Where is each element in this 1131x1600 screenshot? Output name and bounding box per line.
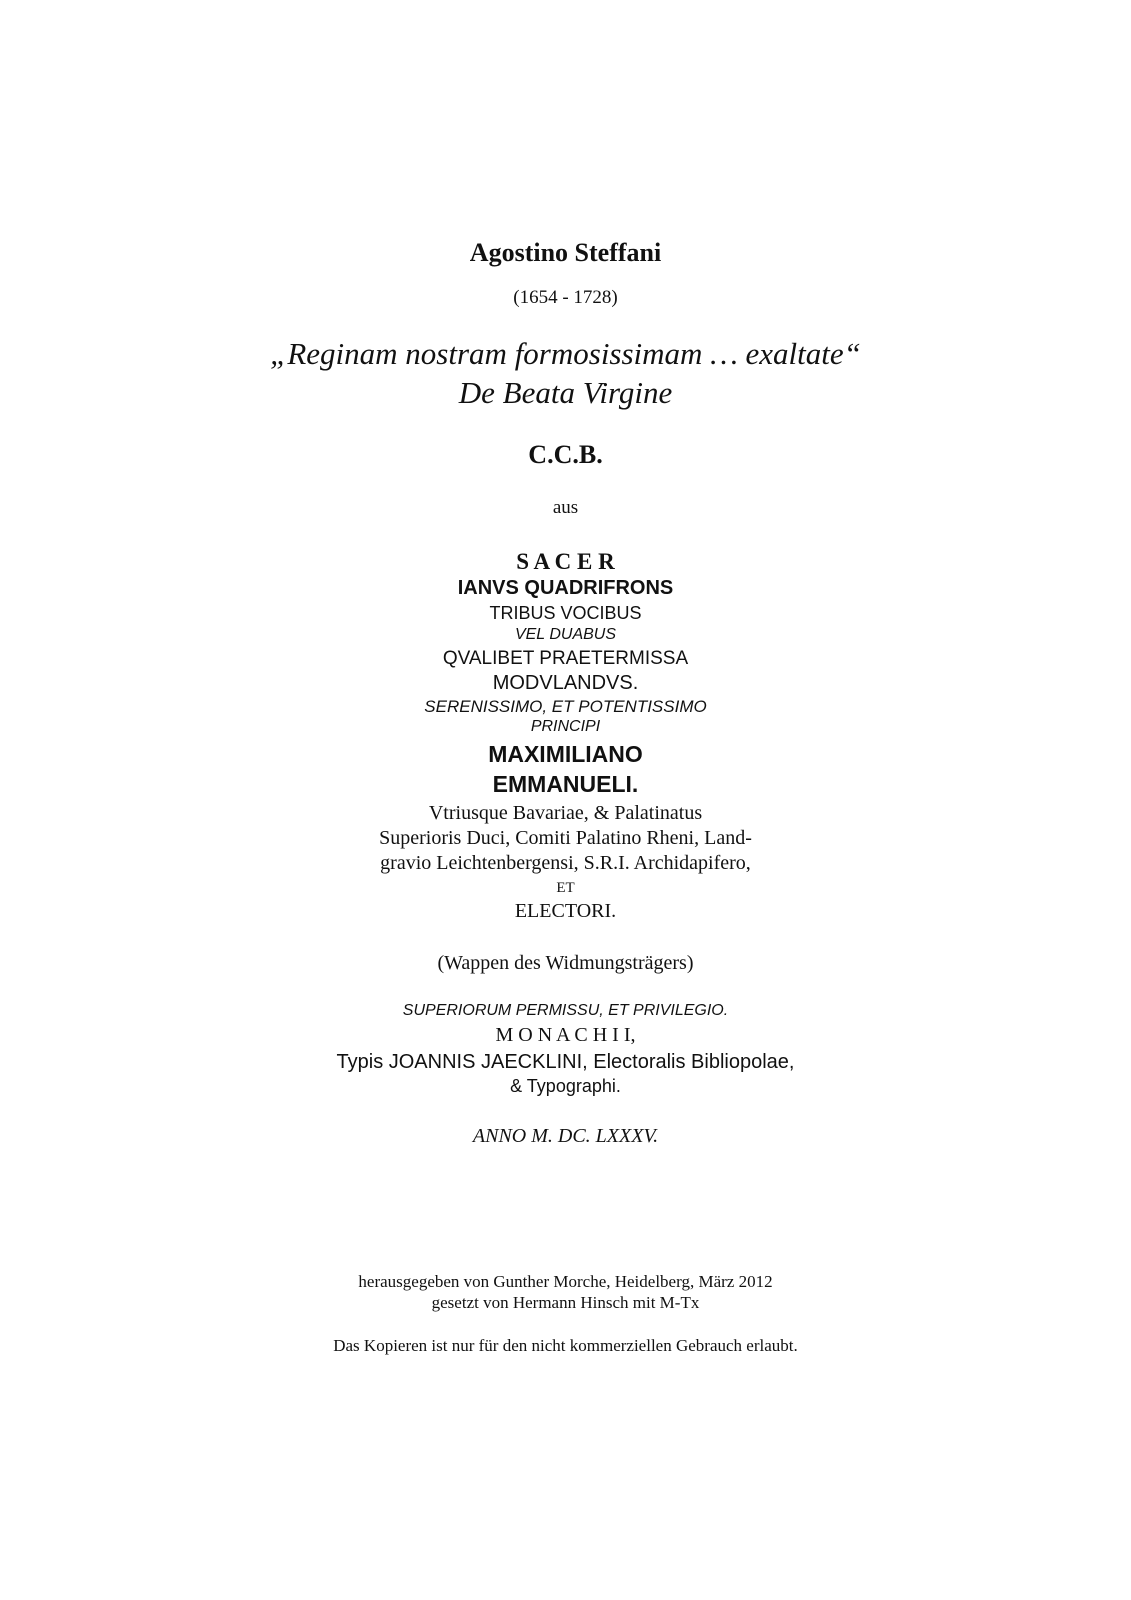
permission-line: SUPERIORUM PERMISSU, ET PRIVILEGIO.: [402, 1002, 729, 1019]
coat-of-arms-note: (Wappen des Widmungsträgers): [437, 952, 694, 974]
source-title-maximiliano: MAXIMILIANO: [488, 741, 643, 767]
source-title-superioris: Superioris Duci, Comiti Palatino Rheni, Land-: [379, 827, 752, 849]
city-line: M O N A C H I I,: [495, 1024, 636, 1046]
copyright-notice: Das Kopieren ist nur für den nicht kommerziellen Gebrauch erlaubt.: [333, 1336, 798, 1355]
source-title-modulandus: MODVLANDVS.: [492, 672, 639, 694]
source-title-bavariae: Vtriusque Bavariae, & Palatinatus: [428, 802, 703, 824]
from-label: aus: [552, 497, 579, 518]
source-title-electori: ELECTORI.: [514, 900, 617, 922]
voicing: C.C.B.: [528, 440, 603, 469]
printer-line2: & Typographi.: [510, 1076, 621, 1096]
source-title-tribus: TRIBUS VOCIBUS: [489, 603, 642, 623]
source-title-praetermissa: QVALIBET PRAETERMISSA: [442, 648, 689, 669]
year-line: ANNO M. DC. LXXXV.: [472, 1125, 659, 1147]
source-title-duabus: VEL DUABUS: [514, 626, 617, 643]
composer-dates: (1654 - 1728): [513, 287, 618, 308]
work-title-line2: De Beata Virgine: [458, 375, 673, 410]
source-title-et: ET: [556, 880, 575, 896]
source-title-emmanueli: EMMANUELI.: [492, 771, 639, 797]
source-title-ianus: IANVS QUADRIFRONS: [457, 577, 674, 599]
source-title-gravio: gravio Leichtenbergensi, S.R.I. Archidapifero,: [380, 852, 751, 874]
typesetter-credit: gesetzt von Hermann Hinsch mit M-Tx: [431, 1293, 700, 1312]
printer-line: Typis JOANNIS JAECKLINI, Electoralis Bibliopolae,: [336, 1051, 795, 1073]
composer-name: Agostino Steffani: [469, 238, 662, 267]
source-title-sacer: S A C E R: [516, 549, 615, 574]
work-title-line1: „Reginam nostram formosissimam … exaltate“: [270, 336, 861, 371]
source-title-principi: PRINCIPI: [530, 718, 601, 735]
source-title-serenissimo: SERENISSIMO, ET POTENTISSIMO: [424, 697, 707, 716]
editor-credit: herausgegeben von Gunther Morche, Heidelberg, März 2012: [358, 1272, 773, 1291]
